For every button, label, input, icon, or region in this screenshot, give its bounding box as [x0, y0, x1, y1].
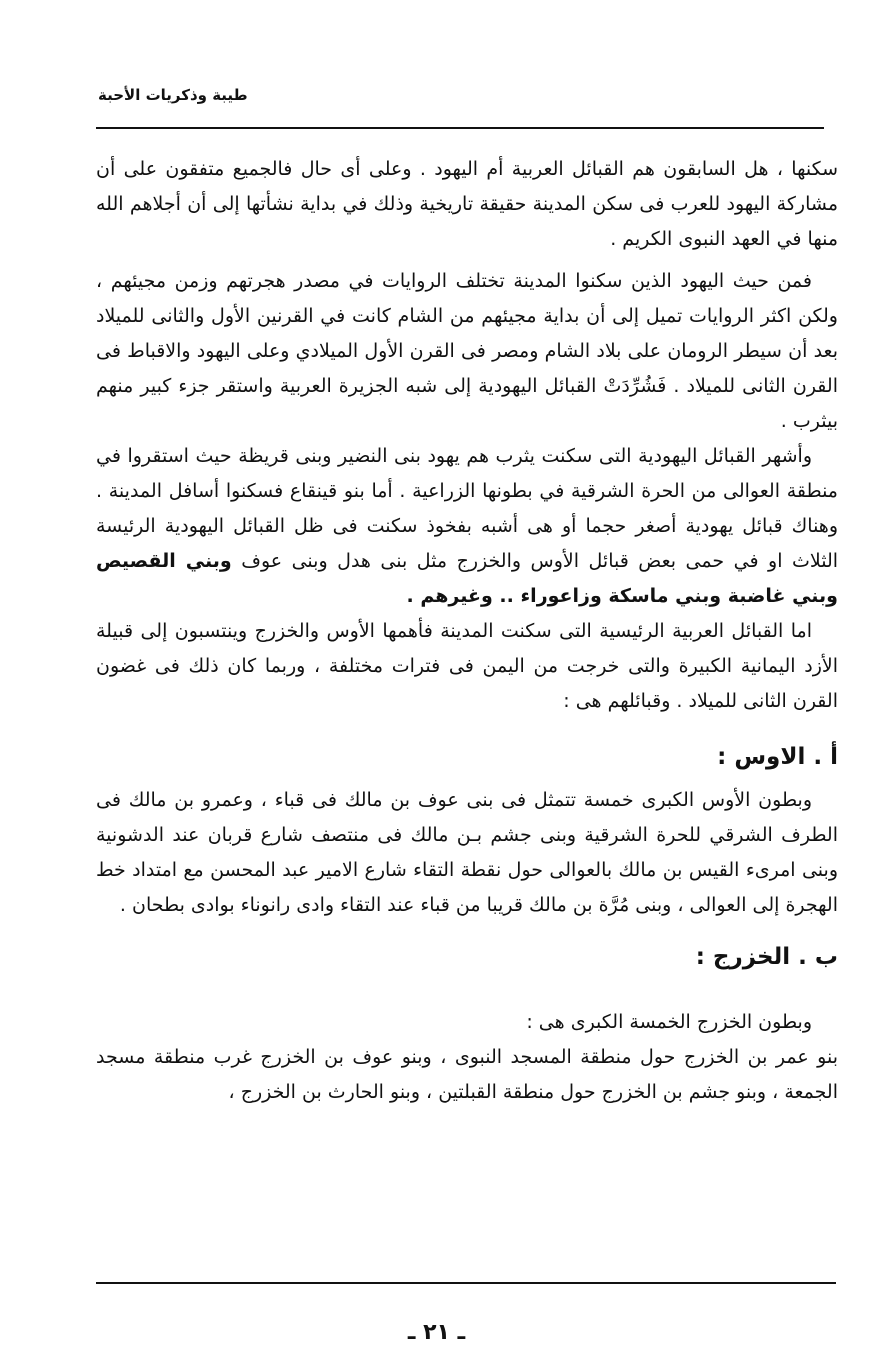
- main-text: [96, 152, 838, 1110]
- running-title: طيبة وذكريات الأحبة: [98, 86, 248, 104]
- paragraph-3: [96, 439, 838, 614]
- paragraph-3-bold-list: وبني القصيص وبني غاضبة وبني ماسكة وزاعوراء .. وغيرهم .: [96, 550, 838, 607]
- header-rule: [96, 127, 824, 129]
- paragraph-3-text: وأشهر القبائل اليهودية التى سكنت يثرب هم يهود بنى النضير وبنى قريظة حيث استقروا في منطقة العوالى من الحرة الشرقية في بطونها الزراعية . أما بنو قينقاع فسكنوا أسافل المدينة . وهناك قبائل يهودية أصغر حجما أو هى أشبه بفخوذ سكنت فى ظل القبائل اليهودية الرئيسة الثلاث او في حمى بعض قبائل الأوس والخزرج مثل بنى هدل وبنى عوف: [96, 445, 839, 572]
- heading-khazraj: ب . الخزرج :: [695, 944, 838, 970]
- paragraph-7: بنو عمر بن الخزرج حول منطقة المسجد النبوى ، وبنو عوف بن الخزرج غرب منطقة مسجد الجمعة ، وبنو جشم بن الخزرج حول منطقة القبلتين ، وبنو الحارث بن الخزرج ،: [96, 1046, 838, 1103]
- paragraph-6: وبطون الخزرج الخمسة الكبرى هى :: [526, 1011, 812, 1033]
- heading-aws: أ . الاوس :: [717, 744, 838, 770]
- footer-rule: [96, 1282, 836, 1284]
- paragraph-4: اما القبائل العربية الرئيسية التى سكنت المدينة فأهمها الأوس والخزرج وينتسبون إلى قبيلة الأزد اليمانية الكبيرة والتى خرجت من اليمن فى فترات مختلفة ، وربما كان ذلك فى غضون القرن الثانى للميلاد . وقبائلهم هى :: [96, 620, 838, 712]
- paragraph-1: سكنها ، هل السابقون هم القبائل العربية أم اليهود . وعلى أى حال فالجميع متفقون على أن مشاركة اليهود للعرب فى سكن المدينة حقيقة تاريخية وذلك في بداية نشأتها إلى أن أجلاهم الله منها في العهد النبوى الكريم .: [96, 158, 838, 250]
- page-number: ـ ٢١ ـ: [407, 1320, 466, 1345]
- paragraph-2: فمن حيث اليهود الذين سكنوا المدينة تختلف الروايات في مصدر هجرتهم وزمن مجيئهم ، ولكن اكثر الروايات تميل إلى أن بداية مجيئهم من الشام كانت في القرنين الأول والثانى للميلاد بعد أن سيطر الرومان على بلاد الشام ومصر فى القرن الأول الميلادي وعلى اليهود والاقباط فى القرن الثانى للميلاد . فَشُرِّدَتْ القبائل اليهودية إلى شبه الجزيرة العربية واستقر جزء كبير منهم بيثرب .: [96, 270, 838, 432]
- paragraph-5: وبطون الأوس الكبرى خمسة تتمثل فى بنى عوف بن مالك فى قباء ، وعمرو بن مالك فى الطرف الشرقي للحرة الشرقية وبنى جشم بـن مالك فى منتصف شارع قربان عند الدشونية وبنى امرىء القيس بن مالك بالعوالى حول نقطة التقاء شارع الامير عبد المحسن مع امتداد خط الهجرة إلى العوالى ، وبنى مُرَّة بن مالك قريبا من قباء عند التقاء وادى رانوناء بوادى بطحان .: [96, 789, 838, 916]
